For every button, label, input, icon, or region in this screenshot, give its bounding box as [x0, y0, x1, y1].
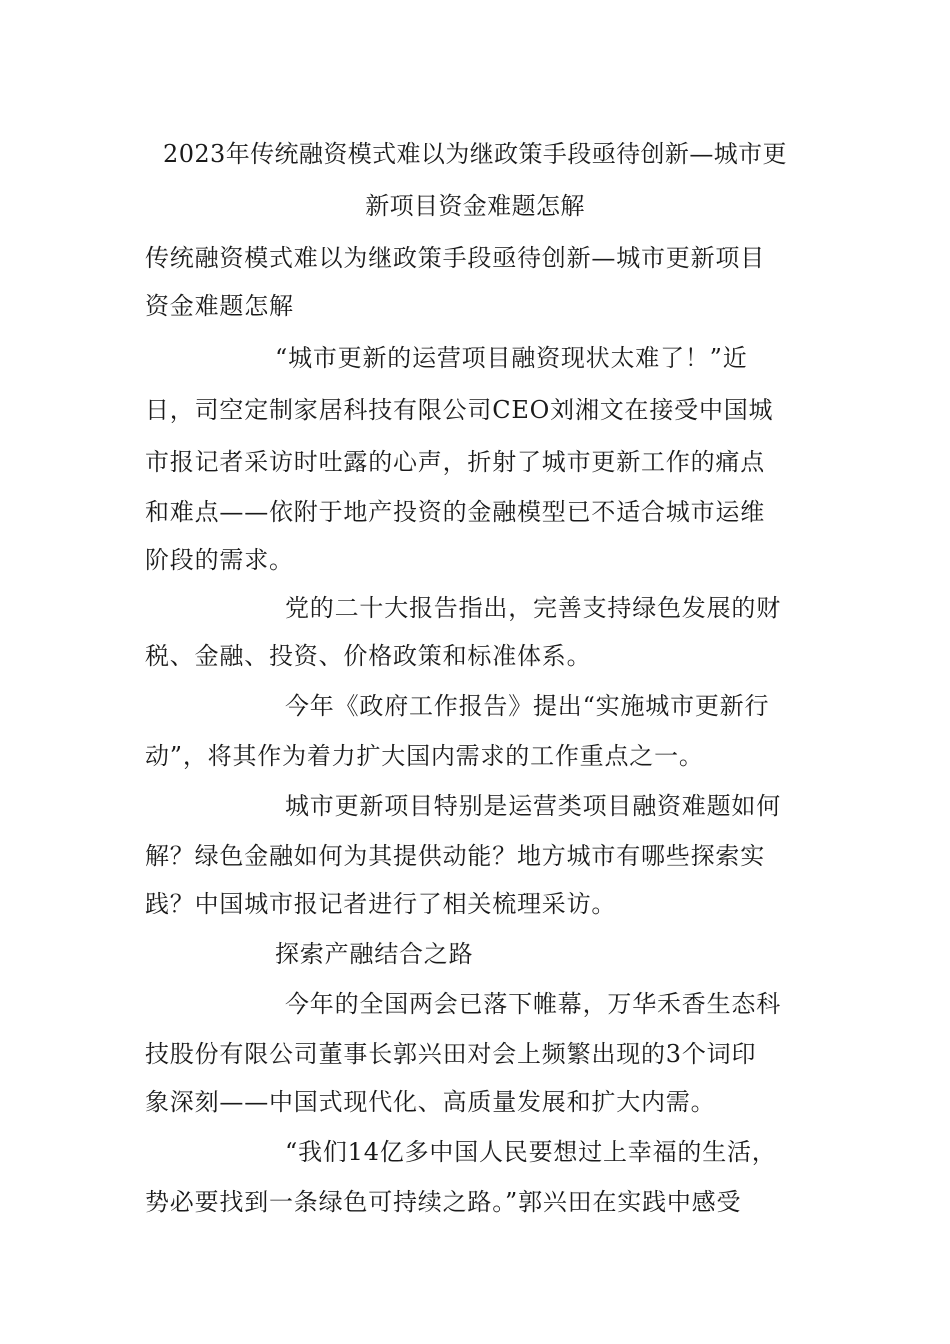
paragraph-2-line-1: 党的二十大报告指出，完善支持绿色发展的财	[285, 594, 781, 622]
paragraph-5-line-2: 技股份有限公司董事长郭兴田对会上频繁出现的3个词印	[145, 1040, 757, 1068]
paragraph-6-line-1: “我们14亿多中国人民要想过上幸福的生活，	[285, 1138, 777, 1166]
section-heading: 探索产融结合之路	[275, 940, 474, 968]
paragraph-3-line-2: 动”，将其作为着力扩大国内需求的工作重点之一。	[145, 742, 704, 770]
paragraph-2-line-2: 税、金融、投资、价格政策和标准体系。	[145, 642, 592, 670]
paragraph-1-line-2: 日，司空定制家居科技有限公司CEO刘湘文在接受中国城	[145, 396, 774, 424]
paragraph-6-line-2: 势必要找到一条绿色可持续之路。”郭兴田在实践中感受	[145, 1188, 742, 1216]
paragraph-4-line-1: 城市更新项目特别是运营类项目融资难题如何	[285, 792, 781, 820]
paragraph-1-line-4: 和难点——依附于地产投资的金融模型已不适合城市运维	[145, 498, 765, 526]
paragraph-1-line-1: “城市更新的运营项目融资现状太难了！”近	[275, 344, 748, 372]
document-title-line-2: 新项目资金难题怎解	[365, 192, 585, 220]
subtitle-line-1: 传统融资模式难以为继政策手段亟待创新—城市更新项目	[145, 244, 765, 272]
paragraph-4-line-2: 解？绿色金融如何为其提供动能？地方城市有哪些探索实	[145, 842, 765, 870]
document-title-line-1: 2023年传统融资模式难以为继政策手段亟待创新—城市更	[163, 140, 787, 168]
paragraph-1-line-5: 阶段的需求。	[145, 546, 294, 574]
paragraph-4-line-3: 践？中国城市报记者进行了相关梳理采访。	[145, 890, 617, 918]
subtitle-line-2: 资金难题怎解	[145, 292, 294, 320]
paragraph-5-line-1: 今年的全国两会已落下帷幕，万华禾香生态科	[285, 990, 781, 1018]
paragraph-5-line-3: 象深刻——中国式现代化、高质量发展和扩大内需。	[145, 1088, 716, 1116]
paragraph-3-line-1: 今年《政府工作报告》提出“实施城市更新行	[285, 692, 770, 720]
paragraph-1-line-3: 市报记者采访时吐露的心声，折射了城市更新工作的痛点	[145, 448, 765, 476]
